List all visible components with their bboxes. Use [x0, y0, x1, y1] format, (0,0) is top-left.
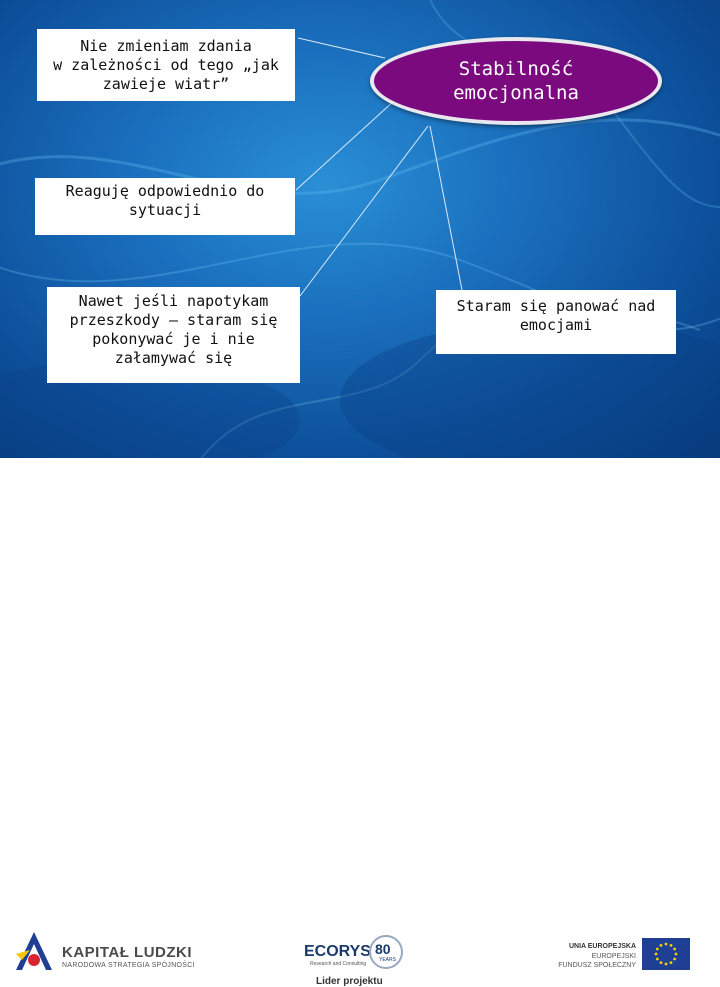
eu-star [656, 948, 659, 951]
eu-star [670, 961, 673, 964]
eu-star [670, 944, 673, 947]
ecorys-name: ECORYS [304, 943, 371, 960]
eu-star [656, 958, 659, 961]
box-bottom-left-text: Nawet jeśli napotykam przeszkody – staram się pokonywać je i nie załamywać się [69, 292, 278, 367]
kapital-ludzki-subtitle: NARODOWA STRATEGIA SPÓJNOŚCI [62, 962, 195, 969]
eu-star [675, 953, 678, 956]
ecorys-badge-sub: YEARS [379, 957, 396, 963]
eu-star [660, 961, 663, 964]
center-node-label: Stabilność emocjonalna [453, 58, 579, 104]
connector-right [430, 126, 462, 290]
box-bottom-left [47, 287, 300, 383]
box-top-left-text: Nie zmieniam zdania w zależności od tego „jak zawieje wiatr” [53, 36, 279, 93]
eu-star [673, 948, 676, 951]
kapital-ludzki-logo-icon [12, 930, 56, 976]
lider-projektu-label: Lider projektu [316, 976, 383, 987]
box-right [436, 290, 676, 354]
eu-star [673, 958, 676, 961]
box-mid-left [35, 178, 295, 235]
ecorys-badge-number: 80 [375, 941, 391, 957]
eu-title: UNIA EUROPEJSKA [568, 943, 636, 950]
eu-subtitle: EUROPEJSKI FUNDUSZ SPOŁECZNY [558, 953, 636, 969]
connector-mid-left [296, 100, 395, 190]
slide-canvas [0, 0, 720, 458]
eu-star [655, 953, 658, 956]
box-mid-left-text: Reaguję odpowiednio do sytuacji [65, 182, 265, 219]
eu-flag-icon [642, 938, 690, 970]
connector-bottom-left [300, 126, 428, 296]
center-node-ellipse [370, 37, 662, 125]
box-right-text: Staram się panować nad emocjami [456, 297, 656, 334]
box-top-left [37, 29, 295, 101]
ecorys-subtitle: Research and Consulting [310, 961, 367, 967]
connector-top-left [298, 38, 385, 58]
eu-star [665, 963, 668, 966]
kapital-ludzki-title: KAPITAŁ LUDZKI [62, 944, 193, 961]
footer-logos [0, 458, 720, 987]
eu-star [660, 944, 663, 947]
eu-star [665, 943, 668, 946]
